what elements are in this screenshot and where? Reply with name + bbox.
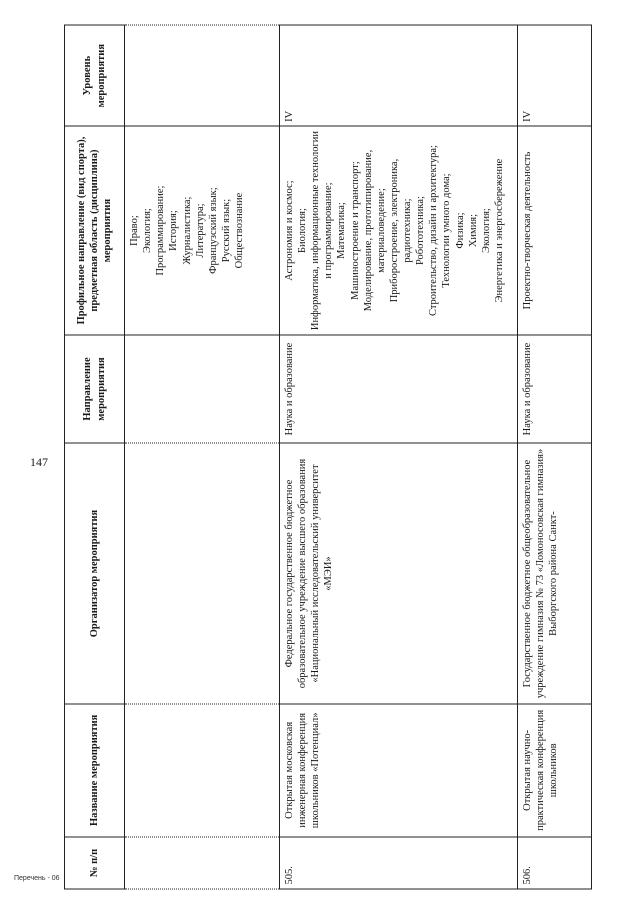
cell-num xyxy=(125,836,280,888)
cell-direction: Наука и образование xyxy=(517,334,591,443)
cell-level: IV xyxy=(279,25,517,126)
profile-line: Биология; xyxy=(297,207,309,253)
profile-line: Технологии умного дома; xyxy=(441,172,453,288)
profile-line: Информатика, информационные технологии и программирование; xyxy=(310,130,335,330)
profile-line: Журналистика; xyxy=(181,196,193,265)
page-number: 147 xyxy=(30,455,48,469)
cell-organizer: Федеральное государственное бюджетное образовательное учреждение высшего образования «Национальный исследовательский университет «МЭИ» xyxy=(279,443,517,704)
cell-direction xyxy=(125,334,280,443)
cell-profile xyxy=(517,126,591,334)
profile-line: Математика; xyxy=(336,201,348,259)
cell-level: IV xyxy=(517,25,591,126)
profile-line: Экология; xyxy=(142,207,154,253)
header-num: № п/п xyxy=(65,836,125,888)
header-direction: Направление мероприятия xyxy=(65,334,125,443)
profile-line: Французский язык; xyxy=(207,186,219,274)
table-row xyxy=(517,25,591,889)
profile-line: Физика; xyxy=(454,211,466,249)
cell-name xyxy=(125,703,280,836)
table-row xyxy=(125,25,280,889)
profile-line: Право; xyxy=(129,214,140,246)
header-profile: Профильное направление (вид спорта), предметная область (дисциплина) мероприятия xyxy=(65,126,125,334)
profile-line: Моделирование, прототипирование, материаловедение; xyxy=(362,149,387,311)
table-row xyxy=(279,25,517,889)
profile-line: Энергетика и энергосбережение xyxy=(493,158,505,302)
profile-line: Химия; xyxy=(467,213,479,247)
cell-profile xyxy=(279,126,517,334)
cell-direction: Наука и образование xyxy=(279,334,517,443)
header-organizer: Организатор мероприятия xyxy=(65,443,125,704)
profile-line: Программирование; xyxy=(155,185,167,276)
cell-num: 505. xyxy=(279,836,517,888)
events-table xyxy=(64,24,592,889)
header-level: Уровень мероприятия xyxy=(65,25,125,126)
profile-line: Астрономия и космос; xyxy=(283,179,295,281)
cell-name: Открытая московская инженерная конференция школьников «Потенциал» xyxy=(279,703,517,836)
profile-line: Русский язык; xyxy=(220,198,232,262)
cell-organizer: Государственное бюджетное общеобразовательное учреждение гимназия № 73 «Ломоносовская гимназия» Выборгского района Санкт- xyxy=(517,443,591,704)
cell-organizer xyxy=(125,443,280,704)
profile-line: Литература; xyxy=(194,202,206,258)
profile-line: Строительство, дизайн и архитектура; xyxy=(428,144,440,316)
profile-line: Машиностроение и транспорт; xyxy=(349,160,361,300)
profile-line: Робототехника; xyxy=(415,195,427,265)
profile-line: Приборостроение, электроника, радиотехника; xyxy=(388,158,414,302)
rotated-table-container xyxy=(64,24,592,889)
profile-line: Проектно-творческая деятельность xyxy=(521,151,533,309)
footer-note: Перечень - 06 xyxy=(14,875,60,882)
cell-level xyxy=(125,25,280,126)
profile-line: Экология; xyxy=(480,207,492,253)
header-name: Название мероприятия xyxy=(65,703,125,836)
cell-profile xyxy=(125,126,280,334)
profile-line: Обществознание xyxy=(234,192,245,268)
cell-num: 506. xyxy=(517,836,591,888)
profile-line: История; xyxy=(168,209,180,251)
table-header-row xyxy=(65,25,125,889)
cell-name: Открытая научно-практическая конференция школьников xyxy=(517,703,591,836)
